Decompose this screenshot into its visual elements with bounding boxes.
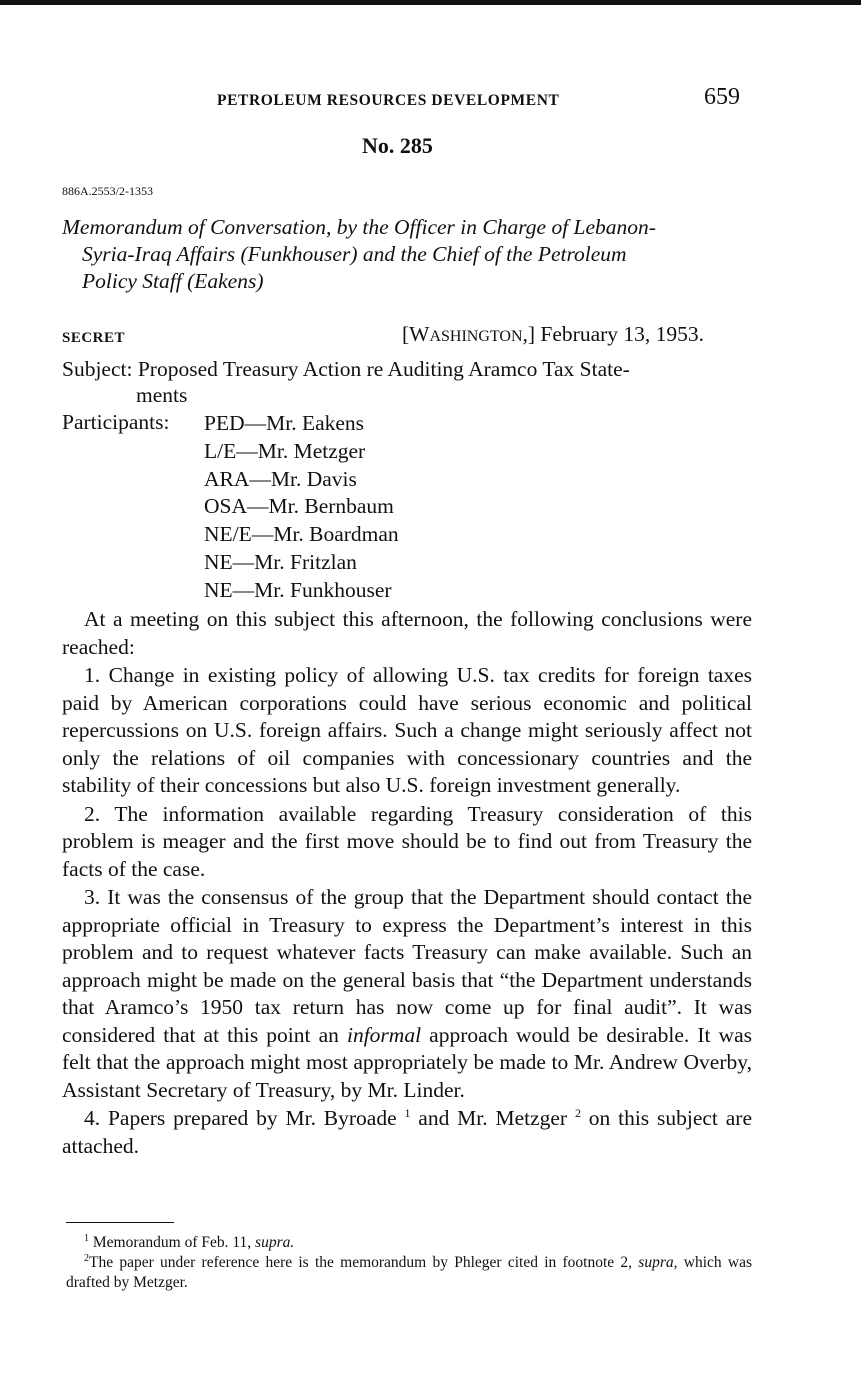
paragraph-3-text-b: approach would be desirable. It was felt that the approach might most appropriately be made to Mr. Andrew Overby, Assistant Secretary of Treasury, by Mr. Linder. — [62, 1022, 752, 1102]
paragraph-1: 1. Change in existing policy of allowing U.S. tax credits for foreign taxes paid by American corporations could have serious economic and political repercussions on U.S. foreign affairs. Such a change might seriously affect not only the relations of oil companies with concessionary countries and the stability of their concessions but also U.S. foreign investment generally. — [62, 663, 752, 797]
caption-line-3: Policy Staff (Eakens) — [82, 269, 264, 293]
document-number: No. 285 — [362, 133, 433, 158]
participants-label: Participants: — [62, 410, 170, 434]
participant-item: NE/E—Mr. Boardman — [204, 522, 399, 547]
dateline-place-initial: W — [409, 322, 430, 346]
subject-line-1: Subject: Proposed Treasury Action re Auditing Aramco Tax State- — [62, 357, 630, 381]
top-border-line — [0, 0, 861, 5]
footnote-2-text-b: which was drafted by Metzger. — [66, 1254, 752, 1291]
memo-body — [62, 606, 752, 1161]
paragraph-2: 2. The information available regarding Treasury consideration of this problem is meager and the first move should be to find out from Treasury the facts of the case. — [62, 801, 752, 881]
dateline-date: ,] February 13, 1953. — [522, 322, 705, 346]
page-number: 659 — [704, 84, 740, 110]
footnote-1 — [66, 1233, 752, 1253]
dateline — [402, 322, 704, 347]
footnote-1-text: Memorandum of Feb. 11, — [89, 1234, 256, 1251]
footnote-2-emphasis: supra, — [638, 1254, 678, 1271]
paragraph-3-text-a: 3. It was the consensus of the group that the Department should contact the appropriate official in Treasury to express the Department’s interest in this problem and to request whatever facts Treasury can make available. Such an approach might be made on the general basis that “the Department understands that Aramco’s 1950 tax return has now come up for final audit”. It was considered that at this point an — [62, 885, 752, 1047]
participant-item: PED—Mr. Eakens — [204, 411, 365, 435]
participants-list — [204, 410, 399, 605]
caption-line-2: Syria-Iraq Affairs (Funkhouser) and the Chief of the Petroleum — [82, 242, 627, 266]
caption-line-1: Memorandum of Conversation, by the Officer in Charge of Lebanon- — [62, 215, 656, 239]
paragraph-4 — [62, 1105, 752, 1160]
participant-item: NE—Mr. Funkhouser — [204, 577, 392, 602]
footnote-1-mark: 1 — [84, 1232, 89, 1244]
dateline-place-rest: ASHINGTON — [429, 328, 523, 345]
footnote-ref-1: 1 — [404, 1105, 411, 1120]
footnote-2 — [66, 1253, 752, 1293]
running-head: PETROLEUM RESOURCES DEVELOPMENT — [217, 92, 560, 109]
paragraph-4-text-c: on this subject are attached. — [62, 1106, 752, 1158]
subject-line-2: ments — [136, 383, 188, 407]
paragraph-3 — [62, 884, 752, 1104]
footnote-2-text-a: The paper under reference here is the memorandum by Phleger cited in footnote 2, — [89, 1254, 639, 1271]
footnote-1-emphasis: supra. — [255, 1234, 295, 1251]
participant-item: ARA—Mr. Davis — [204, 466, 357, 491]
footnote-divider — [66, 1222, 174, 1223]
intro-paragraph: At a meeting on this subject this afternoon, the following conclusions were reached: — [62, 607, 752, 659]
participant-item: OSA—Mr. Bernbaum — [204, 494, 394, 519]
paragraph-3-emphasis: informal — [346, 1022, 422, 1047]
classification-label: SECRET — [62, 330, 126, 346]
subject-line — [62, 356, 752, 408]
paragraph-4-text-a: 4. Papers prepared by Mr. Byroade — [84, 1106, 405, 1130]
participant-item: L/E—Mr. Metzger — [204, 438, 366, 463]
footnote-ref-2: 2 — [574, 1105, 581, 1120]
footnote-2-mark: 2 — [84, 1252, 89, 1264]
document-caption — [62, 214, 752, 295]
participant-item: NE—Mr. Fritzlan — [204, 549, 357, 574]
dateline-open: [ — [402, 322, 410, 346]
footnotes — [66, 1233, 752, 1293]
file-reference: 886A.2553/2-1353 — [62, 184, 153, 198]
paragraph-4-text-b: and Mr. Metzger — [410, 1106, 575, 1130]
